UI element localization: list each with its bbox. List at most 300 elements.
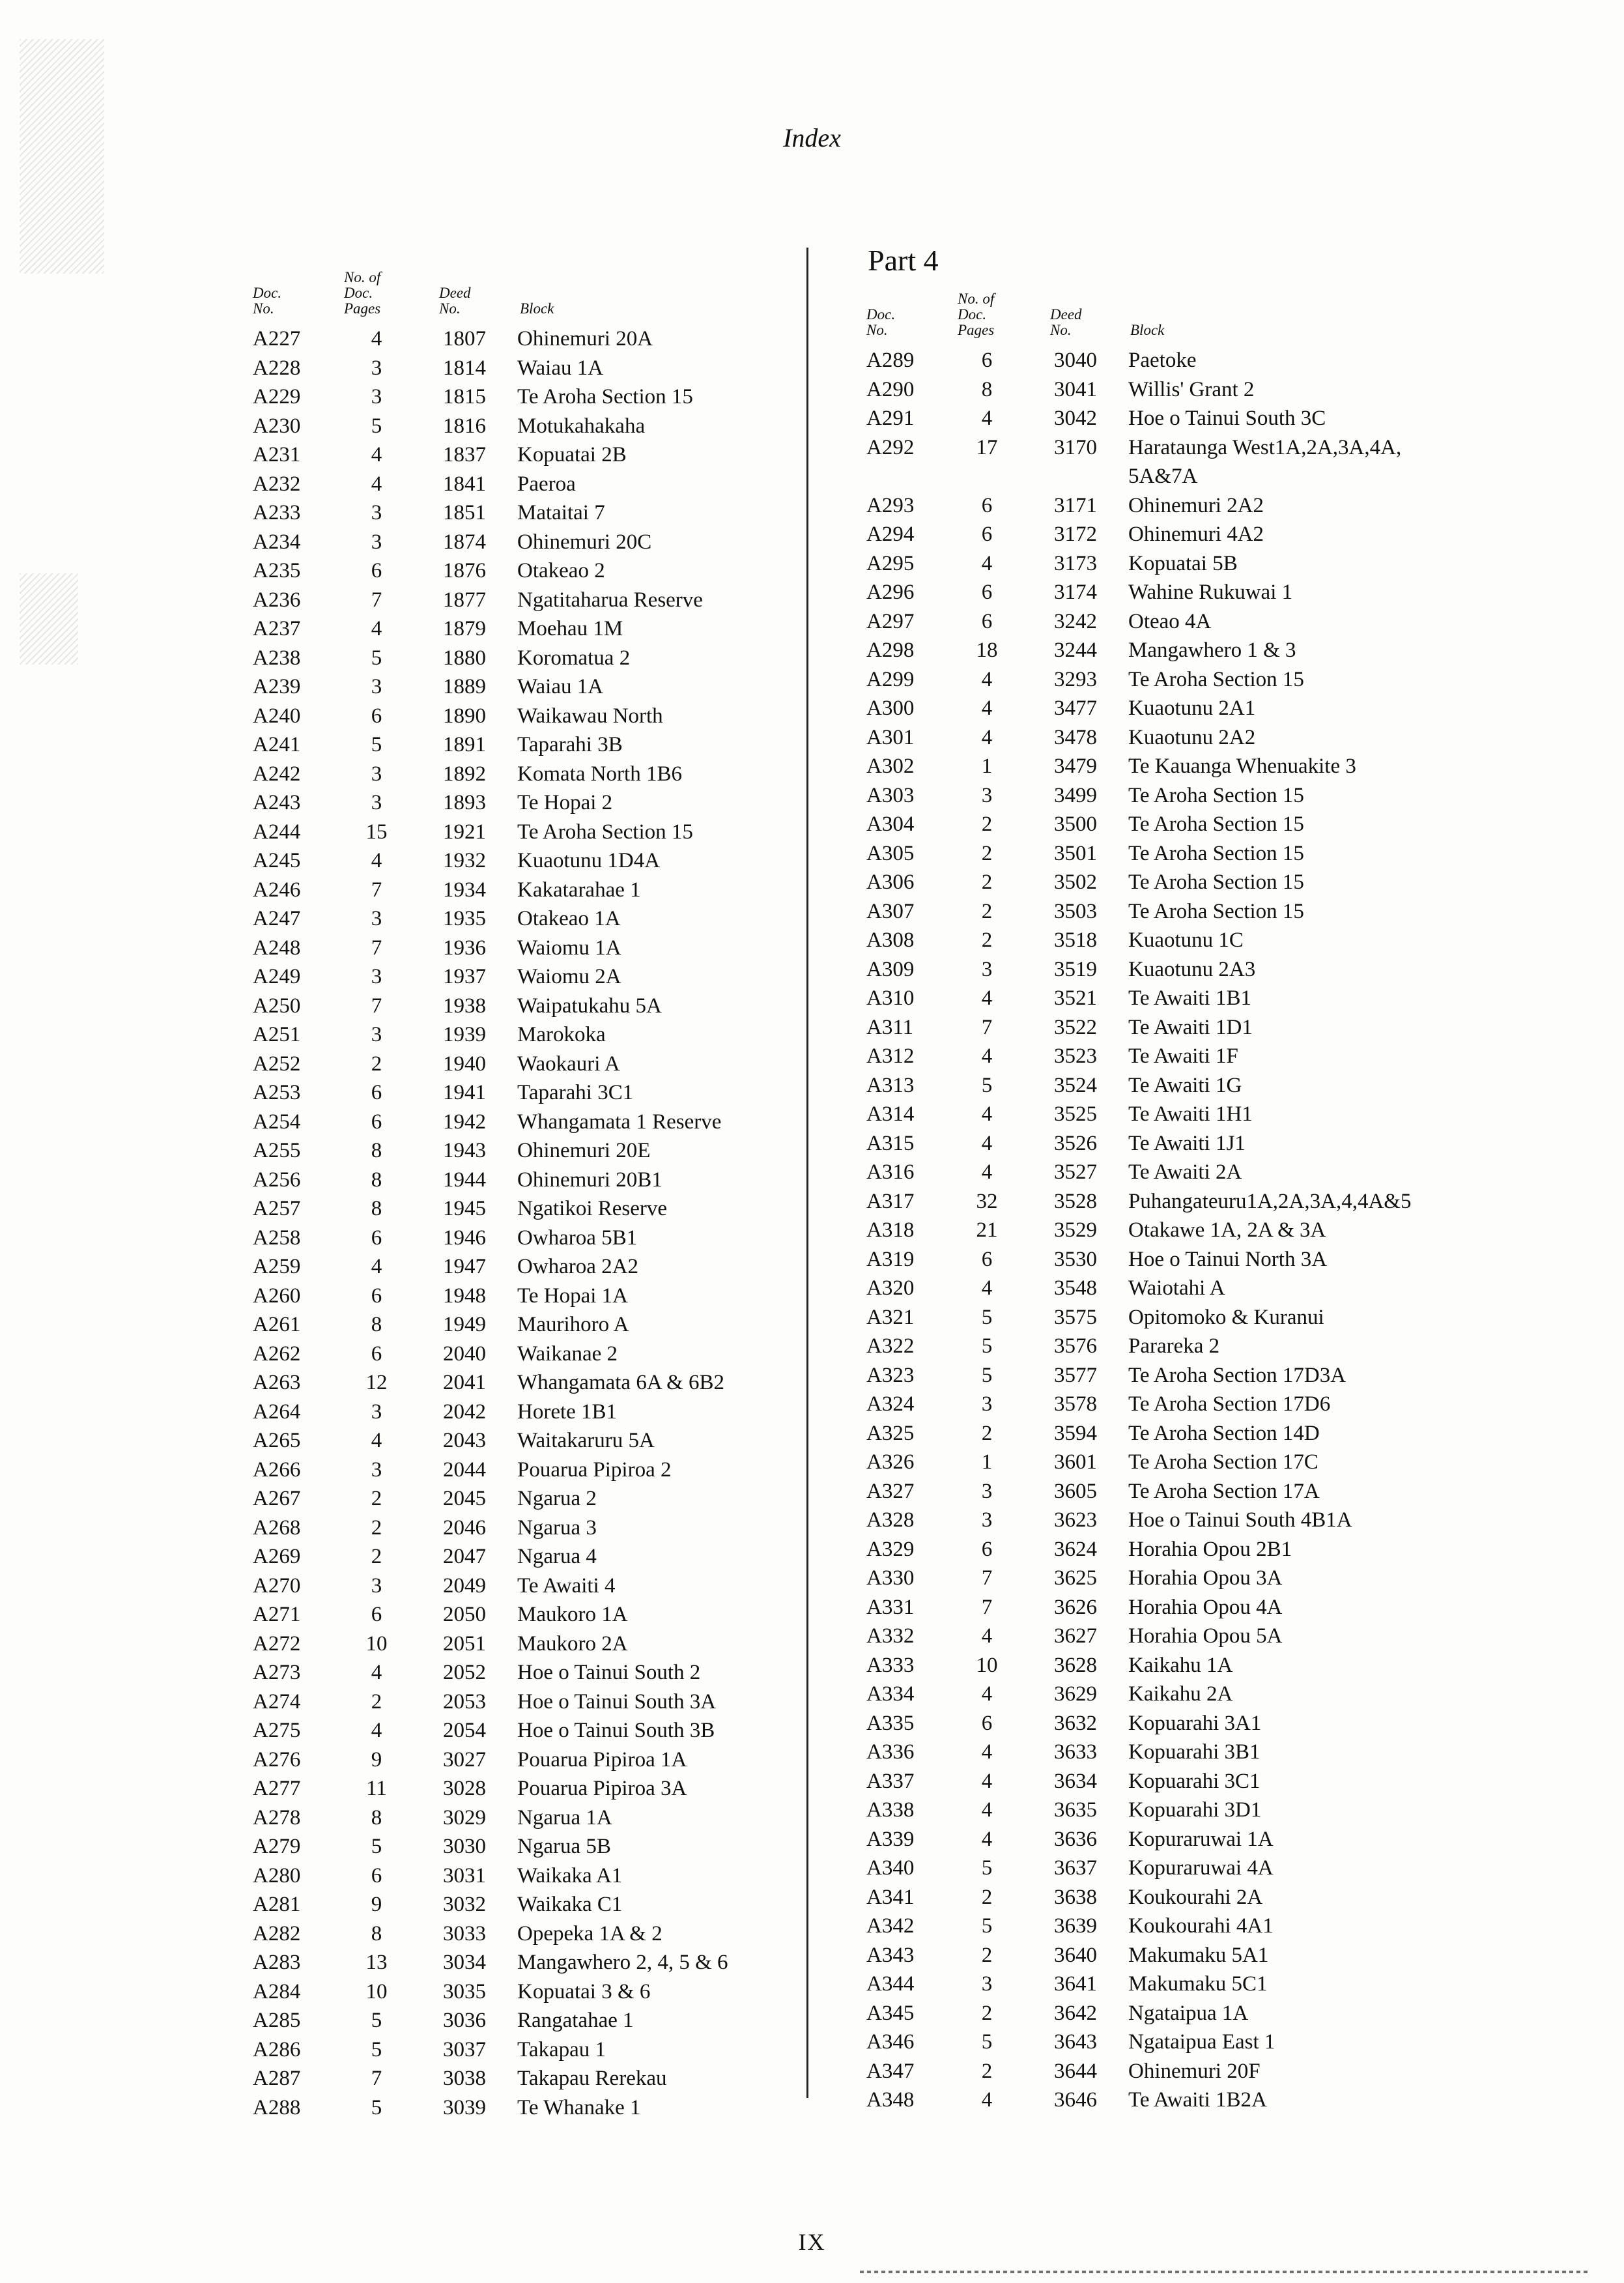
cell-doc-pages: 4 bbox=[371, 443, 382, 467]
cell-deed-no: 3502 bbox=[1054, 870, 1097, 894]
cell-block: Koukourahi 4A1 bbox=[1128, 1914, 1274, 1938]
cell-doc-pages: 6 bbox=[981, 1537, 993, 1561]
cell-doc-pages: 4 bbox=[981, 1769, 993, 1793]
cell-block: Horete 1B1 bbox=[517, 1400, 618, 1424]
table-row bbox=[253, 324, 813, 354]
cell-doc-pages: 4 bbox=[981, 1160, 993, 1184]
table-row bbox=[866, 1216, 1453, 1245]
cell-doc-pages: 8 bbox=[371, 1197, 382, 1220]
cell-deed-no: 3029 bbox=[443, 1805, 486, 1830]
table-row bbox=[866, 694, 1453, 723]
cell-doc-pages: 2 bbox=[981, 1885, 993, 1909]
cell-deed-no: 3519 bbox=[1054, 957, 1097, 981]
table-row bbox=[866, 1448, 1453, 1477]
cell-block: Kuaotunu 2A1 bbox=[1128, 696, 1256, 720]
index-table-right bbox=[866, 244, 1453, 2115]
cell-doc-pages: 6 bbox=[371, 1603, 382, 1626]
cell-doc-pages: 6 bbox=[371, 1284, 382, 1308]
cell-doc-no: A268 bbox=[253, 1515, 301, 1540]
cell-deed-no: 3627 bbox=[1054, 1624, 1097, 1648]
cell-deed-no: 3626 bbox=[1054, 1595, 1097, 1619]
cell-deed-no: 3173 bbox=[1054, 551, 1097, 575]
table-row bbox=[253, 1919, 813, 1949]
cell-deed-no: 3499 bbox=[1054, 783, 1097, 807]
table-row bbox=[253, 1484, 813, 1514]
cell-doc-pages: 21 bbox=[976, 1218, 998, 1242]
cell-deed-no: 3624 bbox=[1054, 1537, 1097, 1561]
header-deed-no: Deed No. bbox=[1050, 306, 1082, 338]
cell-doc-no: A264 bbox=[253, 1400, 301, 1424]
cell-doc-no: A326 bbox=[866, 1450, 915, 1474]
cell-doc-pages: 4 bbox=[981, 1624, 993, 1648]
table-row bbox=[253, 382, 813, 412]
cell-deed-no: 3578 bbox=[1054, 1392, 1097, 1416]
cell-block: Harataunga West1A,2A,3A,4A, 5A&7A bbox=[1128, 435, 1402, 488]
cell-doc-no: A320 bbox=[866, 1276, 915, 1300]
cell-block: Paetoke bbox=[1128, 349, 1197, 372]
cell-deed-no: 1943 bbox=[443, 1139, 486, 1162]
cell-deed-no: 3041 bbox=[1054, 377, 1097, 401]
table-row bbox=[866, 1361, 1453, 1390]
cell-block: Te Aroha Section 14D bbox=[1128, 1421, 1320, 1445]
table-row bbox=[866, 1883, 1453, 1912]
cell-doc-pages: 5 bbox=[371, 414, 382, 438]
cell-deed-no: 2053 bbox=[443, 1689, 486, 1714]
cell-doc-no: A277 bbox=[253, 1777, 301, 1800]
table-row bbox=[253, 470, 813, 499]
table-row bbox=[866, 1709, 1453, 1738]
cell-deed-no: 3293 bbox=[1054, 667, 1097, 691]
cell-doc-no: A327 bbox=[866, 1479, 915, 1503]
cell-block: Opitomoko & Kuranui bbox=[1128, 1305, 1324, 1329]
cell-deed-no: 3033 bbox=[443, 1921, 486, 1946]
table-row bbox=[866, 1564, 1453, 1593]
cell-doc-pages: 2 bbox=[371, 1689, 382, 1714]
cell-deed-no: 3642 bbox=[1054, 2001, 1097, 2025]
table-row bbox=[253, 962, 813, 992]
cell-doc-no: A260 bbox=[253, 1284, 301, 1308]
cell-deed-no: 3030 bbox=[443, 1835, 486, 1858]
cell-block: Ngarua 5B bbox=[517, 1835, 611, 1858]
cell-doc-no: A308 bbox=[866, 928, 915, 952]
cell-doc-no: A251 bbox=[253, 1023, 301, 1046]
cell-block: Hoe o Tainui South 3A bbox=[517, 1689, 717, 1714]
table-row bbox=[866, 839, 1453, 869]
cell-deed-no: 1935 bbox=[443, 907, 486, 930]
cell-doc-pages: 4 bbox=[981, 725, 993, 749]
table-row bbox=[866, 1013, 1453, 1042]
table-row bbox=[253, 1252, 813, 1282]
cell-block: Otakawe 1A, 2A & 3A bbox=[1128, 1218, 1326, 1242]
cell-block: Waokauri A bbox=[517, 1052, 620, 1076]
cell-doc-no: A285 bbox=[253, 2009, 301, 2032]
cell-block: Waiau 1A bbox=[517, 675, 604, 698]
cell-doc-pages: 2 bbox=[981, 928, 993, 952]
cell-block: Kopuatai 5B bbox=[1128, 551, 1238, 575]
cell-block: Waikaka A1 bbox=[517, 1863, 623, 1888]
cell-block: Te Awaiti 1G bbox=[1128, 1073, 1242, 1097]
cell-block: Koromatua 2 bbox=[517, 646, 631, 670]
cell-doc-pages: 4 bbox=[981, 1827, 993, 1851]
cell-doc-no: A296 bbox=[866, 581, 915, 604]
cell-doc-pages: 15 bbox=[365, 820, 388, 844]
cell-block: Ngataipua 1A bbox=[1128, 2001, 1249, 2025]
cell-block: Horahia Opou 5A bbox=[1128, 1624, 1283, 1648]
cell-doc-no: A299 bbox=[866, 667, 915, 691]
cell-block: Waiau 1A bbox=[517, 356, 604, 380]
cell-doc-pages: 5 bbox=[981, 1073, 993, 1097]
cell-deed-no: 1874 bbox=[443, 530, 486, 554]
cell-deed-no: 3035 bbox=[443, 1979, 486, 2003]
cell-doc-no: A297 bbox=[866, 609, 915, 633]
cell-doc-pages: 11 bbox=[366, 1777, 387, 1800]
table-row bbox=[253, 730, 813, 760]
table-row bbox=[866, 578, 1453, 607]
table-row bbox=[253, 1078, 813, 1108]
cell-block: Makumaku 5C1 bbox=[1128, 1972, 1268, 1996]
table-row bbox=[253, 1630, 813, 1659]
cell-doc-no: A276 bbox=[253, 1747, 301, 1772]
cell-deed-no: 3037 bbox=[443, 2037, 486, 2061]
cell-doc-pages: 6 bbox=[371, 704, 382, 728]
cell-block: Te Aroha Section 15 bbox=[1128, 841, 1304, 865]
cell-deed-no: 1934 bbox=[443, 878, 486, 902]
page-number: IX bbox=[798, 2229, 826, 2255]
cell-block: Komata North 1B6 bbox=[517, 762, 682, 786]
table-row bbox=[253, 1310, 813, 1340]
cell-block: Ohinemuri 4A2 bbox=[1128, 523, 1264, 546]
cell-doc-pages: 4 bbox=[981, 1798, 993, 1822]
table-row bbox=[866, 926, 1453, 955]
cell-doc-no: A321 bbox=[866, 1305, 915, 1329]
cell-doc-no: A275 bbox=[253, 1719, 301, 1742]
cell-doc-no: A228 bbox=[253, 356, 301, 380]
table-row bbox=[253, 1948, 813, 1977]
table-body bbox=[253, 324, 813, 2122]
cell-doc-no: A311 bbox=[866, 1015, 914, 1039]
cell-deed-no: 3170 bbox=[1054, 435, 1097, 459]
cell-deed-no: 3501 bbox=[1054, 841, 1097, 865]
cell-doc-pages: 5 bbox=[371, 2037, 382, 2061]
cell-doc-pages: 5 bbox=[371, 1835, 382, 1858]
table-row bbox=[866, 375, 1453, 405]
table-row bbox=[866, 1042, 1453, 1071]
cell-doc-pages: 5 bbox=[981, 1363, 993, 1387]
cell-deed-no: 3032 bbox=[443, 1893, 486, 1916]
table-header bbox=[253, 244, 813, 324]
cell-doc-no: A240 bbox=[253, 704, 301, 728]
cell-block: Te Aroha Section 15 bbox=[1128, 812, 1304, 836]
cell-block: Puhangateuru1A,2A,3A,4,4A&5 bbox=[1128, 1189, 1412, 1213]
cell-doc-pages: 7 bbox=[981, 1566, 993, 1590]
scan-edge-artifact bbox=[20, 573, 78, 665]
cell-doc-no: A252 bbox=[253, 1052, 301, 1076]
cell-doc-no: A330 bbox=[866, 1566, 915, 1590]
cell-doc-no: A288 bbox=[253, 2095, 301, 2119]
table-row bbox=[866, 1767, 1453, 1796]
header-block: Block bbox=[1130, 322, 1165, 338]
cell-doc-no: A323 bbox=[866, 1363, 915, 1387]
cell-deed-no: 3242 bbox=[1054, 609, 1097, 633]
cell-block: Kakatarahae 1 bbox=[517, 878, 641, 902]
table-row bbox=[253, 818, 813, 847]
cell-deed-no: 3605 bbox=[1054, 1479, 1097, 1503]
cell-doc-no: A324 bbox=[866, 1392, 915, 1416]
cell-doc-no: A298 bbox=[866, 639, 915, 662]
cell-block: Te Hopai 1A bbox=[517, 1284, 628, 1308]
table-row bbox=[253, 672, 813, 702]
cell-doc-no: A255 bbox=[253, 1139, 301, 1162]
cell-doc-pages: 3 bbox=[981, 1508, 993, 1532]
cell-block: Hoe o Tainui South 3C bbox=[1128, 407, 1326, 430]
cell-deed-no: 3577 bbox=[1054, 1363, 1097, 1387]
cell-doc-no: A242 bbox=[253, 762, 301, 786]
cell-deed-no: 2046 bbox=[443, 1515, 486, 1540]
header-deed-no: Deed No. bbox=[439, 285, 471, 317]
cell-deed-no: 3523 bbox=[1054, 1044, 1097, 1068]
cell-deed-no: 3529 bbox=[1054, 1218, 1097, 1242]
cell-block: Wahine Rukuwai 1 bbox=[1128, 581, 1293, 604]
cell-doc-pages: 2 bbox=[981, 841, 993, 865]
cell-deed-no: 2040 bbox=[443, 1342, 486, 1366]
cell-deed-no: 1889 bbox=[443, 675, 486, 698]
cell-doc-pages: 5 bbox=[371, 733, 382, 756]
cell-deed-no: 3641 bbox=[1054, 1972, 1097, 1996]
cell-deed-no: 3644 bbox=[1054, 2059, 1097, 2083]
cell-doc-pages: 4 bbox=[371, 1719, 382, 1742]
cell-deed-no: 3477 bbox=[1054, 696, 1097, 720]
cell-doc-no: A325 bbox=[866, 1421, 915, 1445]
cell-doc-pages: 2 bbox=[371, 1515, 382, 1540]
cell-doc-pages: 4 bbox=[981, 667, 993, 691]
cell-doc-no: A292 bbox=[866, 435, 915, 459]
cell-doc-pages: 10 bbox=[365, 1979, 388, 2003]
cell-doc-no: A337 bbox=[866, 1769, 915, 1793]
cell-block: Mataitai 7 bbox=[517, 501, 605, 524]
cell-block: Hoe o Tainui South 3B bbox=[517, 1719, 715, 1742]
cell-doc-no: A318 bbox=[866, 1218, 915, 1242]
cell-block: Waipatukahu 5A bbox=[517, 994, 662, 1018]
cell-block: Pouarua Pipiroa 2 bbox=[517, 1457, 672, 1482]
cell-doc-pages: 12 bbox=[365, 1371, 388, 1394]
cell-deed-no: 3601 bbox=[1054, 1450, 1097, 1474]
table-row bbox=[253, 1716, 813, 1745]
cell-deed-no: 2052 bbox=[443, 1661, 486, 1684]
cell-doc-pages: 3 bbox=[371, 385, 382, 409]
cell-deed-no: 3478 bbox=[1054, 725, 1097, 749]
cell-doc-pages: 4 bbox=[981, 1044, 993, 1068]
table-row bbox=[253, 1340, 813, 1369]
cell-deed-no: 3526 bbox=[1054, 1131, 1097, 1155]
cell-doc-pages: 2 bbox=[981, 899, 993, 923]
cell-doc-no: A332 bbox=[866, 1624, 915, 1648]
cell-doc-pages: 1 bbox=[981, 1450, 993, 1474]
cell-doc-no: A229 bbox=[253, 385, 301, 409]
table-row bbox=[866, 665, 1453, 695]
cell-deed-no: 1932 bbox=[443, 849, 486, 872]
cell-deed-no: 2044 bbox=[443, 1457, 486, 1482]
cell-deed-no: 3524 bbox=[1054, 1073, 1097, 1097]
cell-block: Kaikahu 2A bbox=[1128, 1682, 1233, 1706]
cell-block: Otakeao 1A bbox=[517, 907, 621, 930]
cell-block: Paeroa bbox=[517, 472, 576, 496]
cell-block: Waiomu 2A bbox=[517, 965, 621, 988]
cell-block: Kopuatai 3 & 6 bbox=[517, 1979, 651, 2003]
cell-block: Te Hopai 2 bbox=[517, 791, 613, 814]
cell-block: Waitakaruru 5A bbox=[517, 1429, 655, 1452]
cell-block: Waikanae 2 bbox=[517, 1342, 618, 1366]
cell-doc-pages: 10 bbox=[976, 1653, 998, 1677]
table-row bbox=[253, 702, 813, 731]
cell-block: Te Awaiti 1B1 bbox=[1128, 986, 1251, 1010]
cell-doc-no: A306 bbox=[866, 870, 915, 894]
table-body bbox=[866, 346, 1453, 2115]
cell-doc-pages: 17 bbox=[976, 435, 998, 459]
cell-block: Takapau 1 bbox=[517, 2037, 606, 2061]
cell-block: Moehau 1M bbox=[517, 617, 623, 640]
cell-deed-no: 3171 bbox=[1054, 493, 1097, 517]
cell-deed-no: 3172 bbox=[1054, 523, 1097, 546]
cell-doc-no: A234 bbox=[253, 530, 301, 554]
cell-block: Te Aroha Section 17A bbox=[1128, 1479, 1320, 1503]
cell-block: Te Whanake 1 bbox=[517, 2095, 641, 2119]
cell-deed-no: 3646 bbox=[1054, 2088, 1097, 2112]
cell-deed-no: 2051 bbox=[443, 1631, 486, 1656]
table-row bbox=[253, 354, 813, 383]
cell-doc-no: A243 bbox=[253, 791, 301, 814]
cell-doc-no: A315 bbox=[866, 1131, 915, 1155]
cell-block: Waikaka C1 bbox=[517, 1893, 623, 1916]
cell-deed-no: 3636 bbox=[1054, 1827, 1097, 1851]
table-row bbox=[253, 1224, 813, 1253]
cell-deed-no: 1946 bbox=[443, 1226, 486, 1250]
cell-doc-no: A347 bbox=[866, 2059, 915, 2083]
cell-deed-no: 3623 bbox=[1054, 1508, 1097, 1532]
cell-deed-no: 1941 bbox=[443, 1081, 486, 1104]
cell-block: Kuaotunu 1C bbox=[1128, 928, 1244, 952]
table-row bbox=[866, 346, 1453, 375]
cell-doc-no: A305 bbox=[866, 841, 915, 865]
cell-doc-no: A293 bbox=[866, 493, 915, 517]
table-row bbox=[866, 2057, 1453, 2086]
table-row bbox=[866, 1332, 1453, 1361]
cell-doc-no: A246 bbox=[253, 878, 301, 902]
cell-deed-no: 1892 bbox=[443, 762, 486, 786]
cell-block: Te Awaiti 1H1 bbox=[1128, 1102, 1253, 1126]
table-row bbox=[253, 1514, 813, 1543]
cell-doc-no: A334 bbox=[866, 1682, 915, 1706]
table-row bbox=[253, 1572, 813, 1601]
cell-doc-pages: 4 bbox=[981, 1131, 993, 1155]
table-row bbox=[253, 846, 813, 876]
header-doc-no: Doc. No. bbox=[866, 306, 896, 338]
cell-block: Te Aroha Section 17C bbox=[1128, 1450, 1318, 1474]
cell-block: Te Awaiti 1F bbox=[1128, 1044, 1238, 1068]
cell-block: Ohinemuri 20A bbox=[517, 327, 653, 351]
table-row bbox=[253, 440, 813, 470]
table-row bbox=[866, 1187, 1453, 1216]
cell-deed-no: 3530 bbox=[1054, 1247, 1097, 1271]
cell-deed-no: 1949 bbox=[443, 1313, 486, 1336]
cell-deed-no: 3548 bbox=[1054, 1276, 1097, 1300]
table-row bbox=[253, 1108, 813, 1137]
cell-doc-no: A316 bbox=[866, 1160, 915, 1184]
cell-deed-no: 1942 bbox=[443, 1110, 486, 1134]
cell-deed-no: 3521 bbox=[1054, 986, 1097, 1010]
cell-block: Makumaku 5A1 bbox=[1128, 1943, 1269, 1967]
cell-doc-no: A271 bbox=[253, 1603, 301, 1626]
cell-deed-no: 3031 bbox=[443, 1863, 486, 1888]
cell-block: Kopuarahi 3B1 bbox=[1128, 1740, 1261, 1764]
cell-deed-no: 1814 bbox=[443, 356, 486, 380]
cell-doc-pages: 6 bbox=[371, 1863, 382, 1888]
cell-doc-no: A281 bbox=[253, 1893, 301, 1916]
cell-doc-no: A328 bbox=[866, 1508, 915, 1532]
cell-doc-pages: 4 bbox=[371, 1429, 382, 1452]
table-row bbox=[253, 1194, 813, 1224]
cell-doc-pages: 4 bbox=[371, 472, 382, 496]
cell-doc-pages: 2 bbox=[981, 1421, 993, 1445]
cell-block: Ohinemuri 2A2 bbox=[1128, 493, 1264, 517]
cell-deed-no: 3042 bbox=[1054, 407, 1097, 430]
cell-block: Kaikahu 1A bbox=[1128, 1653, 1233, 1677]
table-row bbox=[253, 556, 813, 586]
cell-doc-no: A280 bbox=[253, 1863, 301, 1888]
cell-doc-pages: 32 bbox=[976, 1189, 998, 1213]
cell-block: Kuaotunu 2A2 bbox=[1128, 725, 1256, 749]
cell-doc-no: A239 bbox=[253, 675, 301, 698]
table-row bbox=[866, 1506, 1453, 1535]
table-row bbox=[866, 1303, 1453, 1332]
cell-deed-no: 2043 bbox=[443, 1429, 486, 1452]
cell-deed-no: 3634 bbox=[1054, 1769, 1097, 1793]
cell-block: Ngataipua East 1 bbox=[1128, 2030, 1275, 2054]
cell-deed-no: 2045 bbox=[443, 1487, 486, 1510]
cell-doc-no: A331 bbox=[866, 1595, 915, 1619]
cell-deed-no: 3036 bbox=[443, 2009, 486, 2032]
table-row bbox=[253, 528, 813, 557]
cell-doc-pages: 2 bbox=[371, 1545, 382, 1568]
cell-deed-no: 1815 bbox=[443, 385, 486, 409]
cell-block: Te Awaiti 1J1 bbox=[1128, 1131, 1246, 1155]
cell-deed-no: 3040 bbox=[1054, 349, 1097, 372]
table-row bbox=[866, 636, 1453, 665]
cell-deed-no: 1841 bbox=[443, 472, 486, 496]
table-row bbox=[253, 1745, 813, 1775]
table-row bbox=[253, 412, 813, 441]
table-row bbox=[866, 1912, 1453, 1941]
cell-doc-pages: 9 bbox=[371, 1747, 382, 1772]
cell-doc-pages: 8 bbox=[371, 1139, 382, 1162]
cell-doc-no: A265 bbox=[253, 1429, 301, 1452]
cell-doc-no: A270 bbox=[253, 1573, 301, 1598]
cell-doc-pages: 4 bbox=[981, 696, 993, 720]
cell-doc-pages: 5 bbox=[981, 1914, 993, 1938]
cell-doc-pages: 6 bbox=[371, 1226, 382, 1250]
cell-doc-pages: 8 bbox=[371, 1805, 382, 1830]
cell-doc-pages: 3 bbox=[981, 1972, 993, 1996]
cell-deed-no: 3038 bbox=[443, 2067, 486, 2090]
cell-deed-no: 2047 bbox=[443, 1545, 486, 1568]
cell-doc-pages: 6 bbox=[981, 1247, 993, 1271]
table-row bbox=[866, 1622, 1453, 1651]
table-row bbox=[866, 1999, 1453, 2028]
cell-block: Ohinemuri 20F bbox=[1128, 2059, 1261, 2083]
cell-block: Te Aroha Section 15 bbox=[1128, 783, 1304, 807]
cell-deed-no: 1938 bbox=[443, 994, 486, 1018]
table-row bbox=[866, 2028, 1453, 2057]
part-heading: Part 4 bbox=[868, 244, 939, 277]
